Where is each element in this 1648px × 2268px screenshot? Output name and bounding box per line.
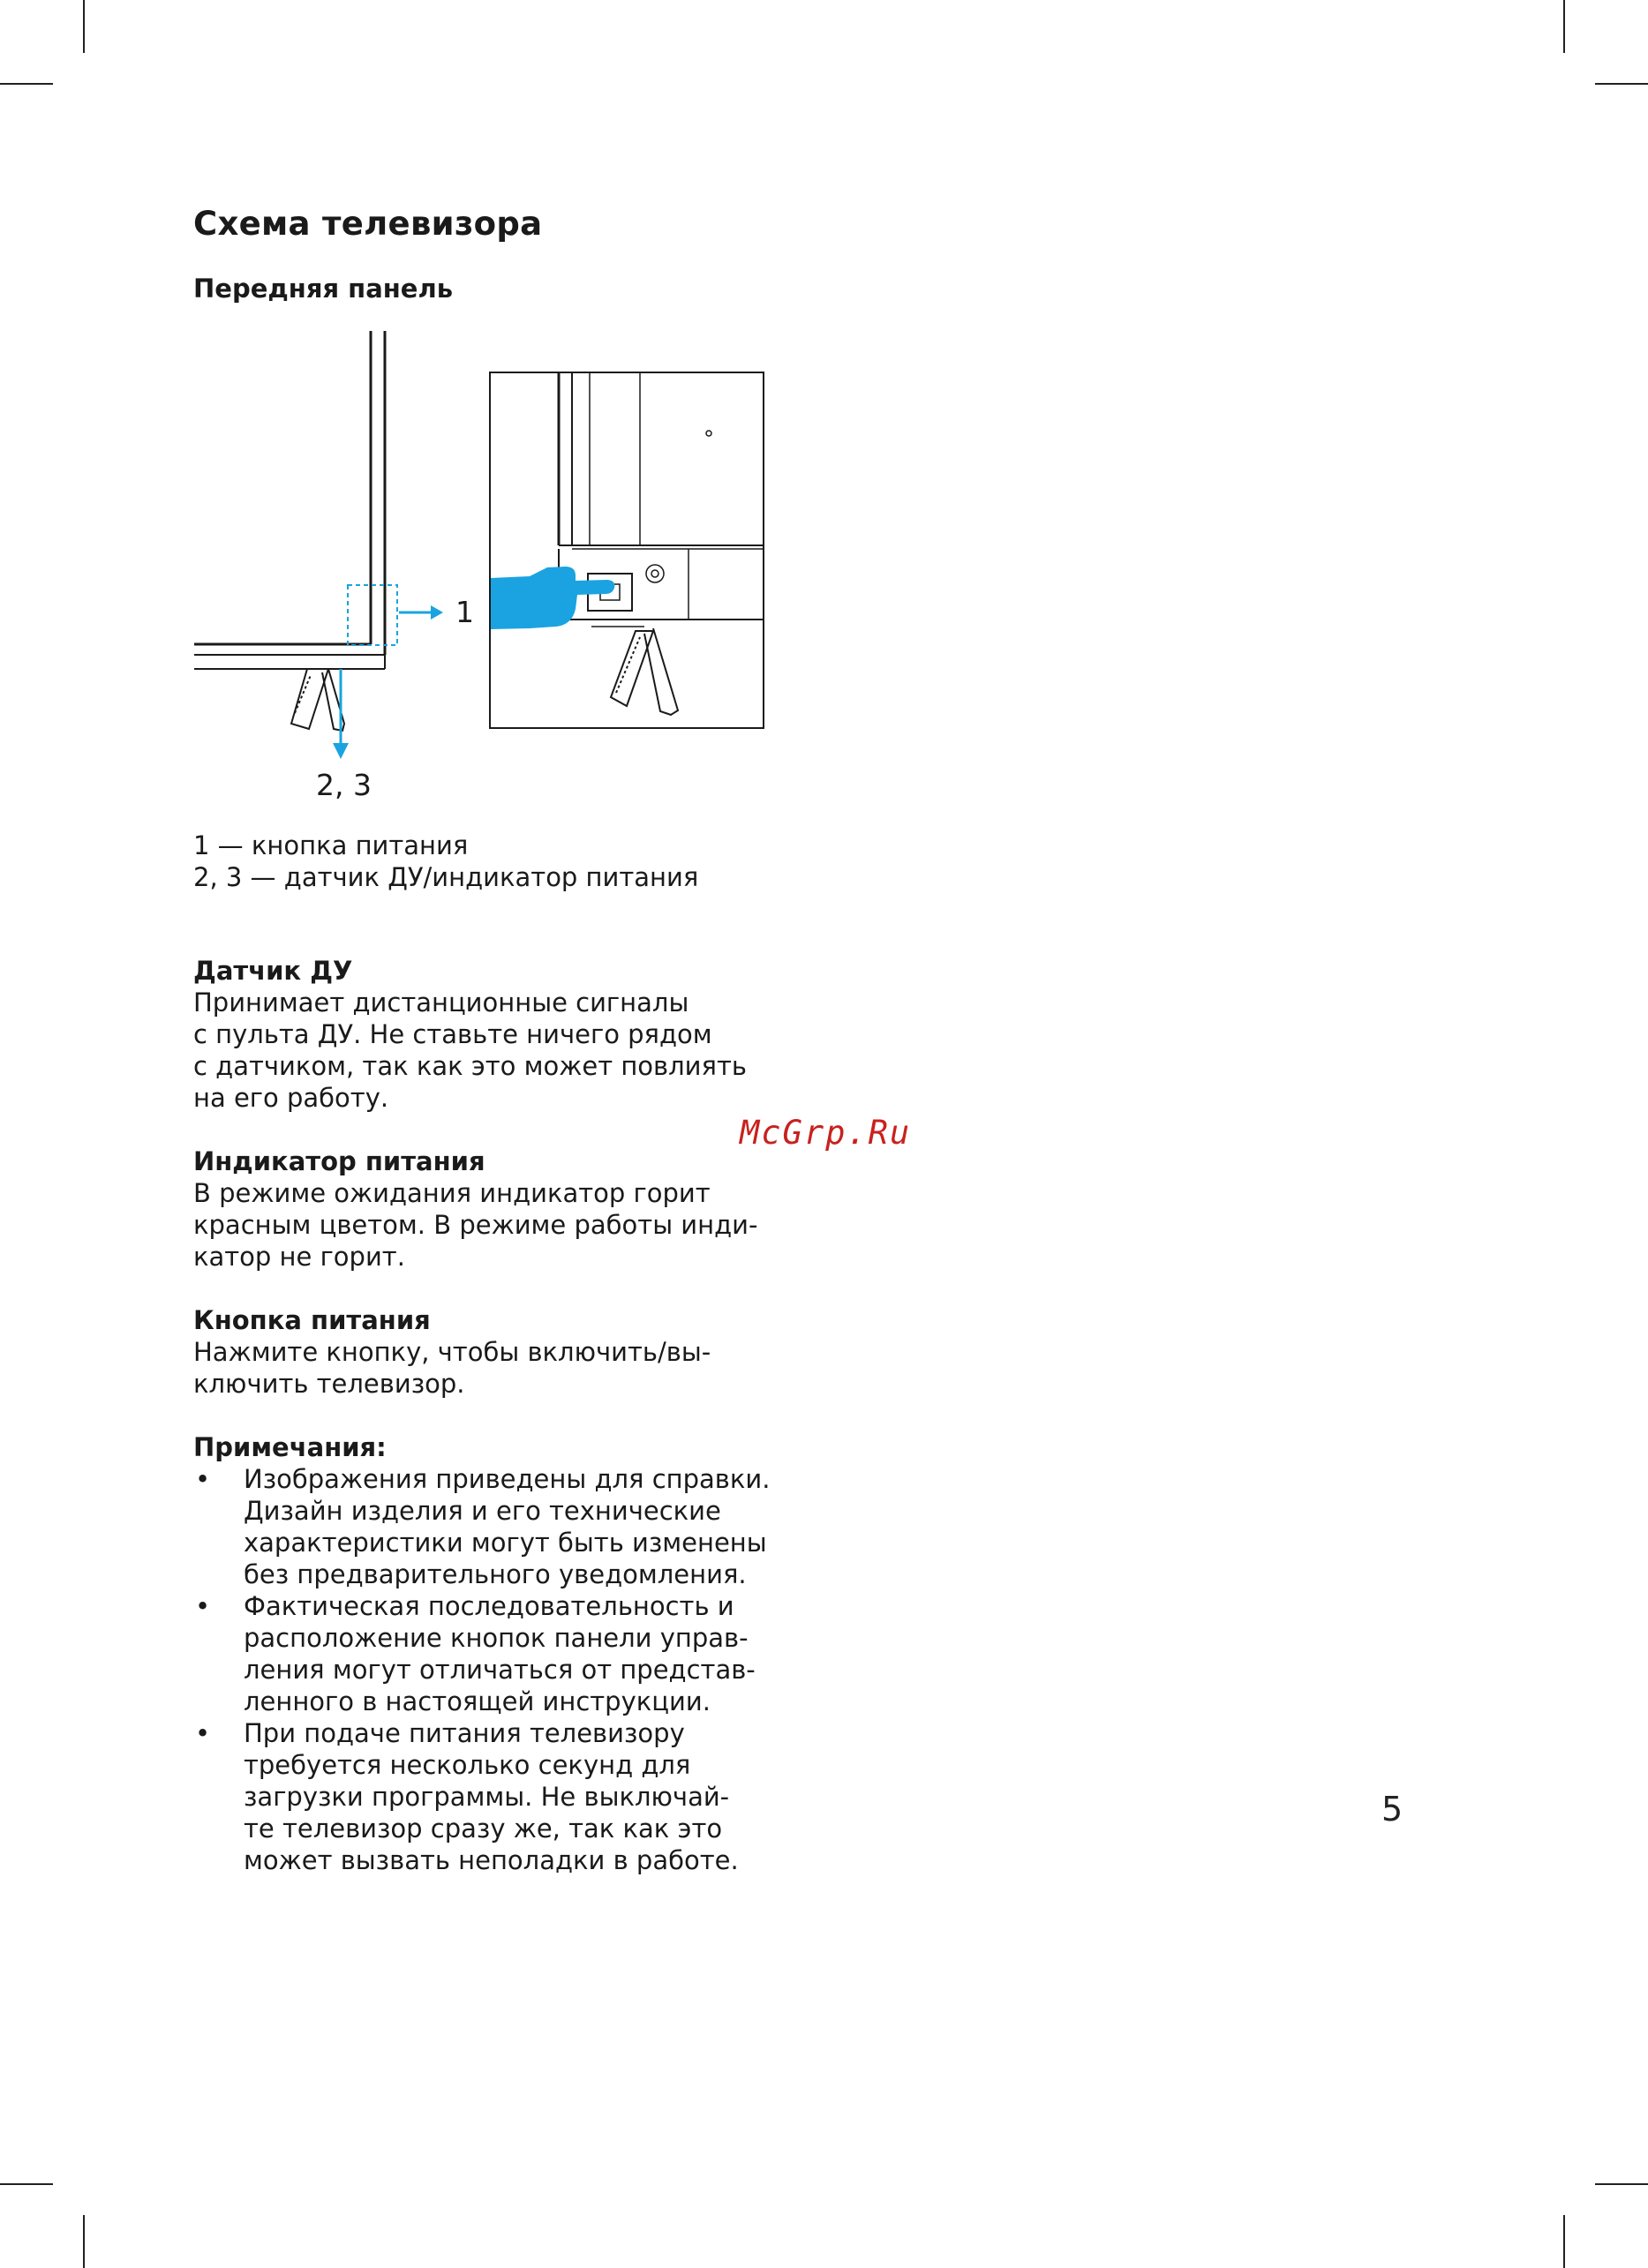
tv-diagram-svg [177, 318, 794, 812]
section-subtitle: Передняя панель [193, 274, 454, 304]
bullet-icon: • [195, 1464, 211, 1494]
tv-corner-view [194, 331, 385, 731]
list-item: • Фактическая последовательность и расположение кнопок панели управ- ления могут отличаться от представ- ленного в настоящей инструкции. [195, 1591, 756, 1716]
legend-item: 1 — кнопка питания [193, 830, 469, 860]
notes-list [193, 1463, 811, 1876]
crop-mark [1563, 0, 1565, 53]
section-text: Принимает дистанционные сигналы с пульта ДУ. Не ставьте ничего рядом с датчиком, так как это может повлиять на его работу. [193, 988, 747, 1113]
crop-mark [83, 0, 85, 53]
crop-mark [83, 2215, 85, 2268]
section-text: В режиме ожидания индикатор горит красным цветом. В режиме работы инди- катор не горит. [193, 1178, 758, 1272]
callout-label-button: 1 [455, 595, 474, 629]
crop-mark [0, 83, 53, 85]
bullet-icon: • [195, 1591, 211, 1621]
section-heading: Датчик ДУ [193, 956, 353, 986]
highlight-box [348, 585, 397, 645]
tv-front-panel-diagram [177, 318, 794, 815]
callout-label-sensor: 2, 3 [316, 768, 372, 802]
crop-mark [0, 2183, 53, 2185]
notes-heading: Примечания: [193, 1432, 387, 1462]
section-power-indicator [193, 1145, 811, 1273]
section-heading: Индикатор питания [193, 1146, 485, 1176]
crop-mark [1595, 83, 1648, 85]
section-notes [193, 1431, 811, 1876]
page-title: Схема телевизора [193, 205, 543, 243]
legend-item: 2, 3 — датчик ДУ/индикатор питания [193, 862, 699, 892]
bullet-icon: • [195, 1718, 211, 1748]
crop-mark [1563, 2215, 1565, 2268]
list-item: • Изображения приведены для справки. Дизайн изделия и его технические характеристики могут быть изменены без предварительного уведомления. [195, 1464, 771, 1589]
watermark: McGrp.Ru [740, 1114, 912, 1152]
section-power-button [193, 1304, 811, 1400]
section-heading: Кнопка питания [193, 1305, 431, 1335]
crop-mark [1595, 2183, 1648, 2185]
zoomed-button-view [490, 372, 764, 728]
page-number: 5 [1381, 1790, 1403, 1829]
section-remote-sensor [193, 955, 811, 1114]
list-item: • При подаче питания телевизору требуется несколько секунд для загрузки программы. Не выключай- те телевизор сразу же, так как это может вызвать неполадки в работе. [195, 1718, 739, 1875]
section-text: Нажмите кнопку, чтобы включить/вы- ключить телевизор. [193, 1337, 711, 1399]
diagram-legend [193, 830, 698, 893]
